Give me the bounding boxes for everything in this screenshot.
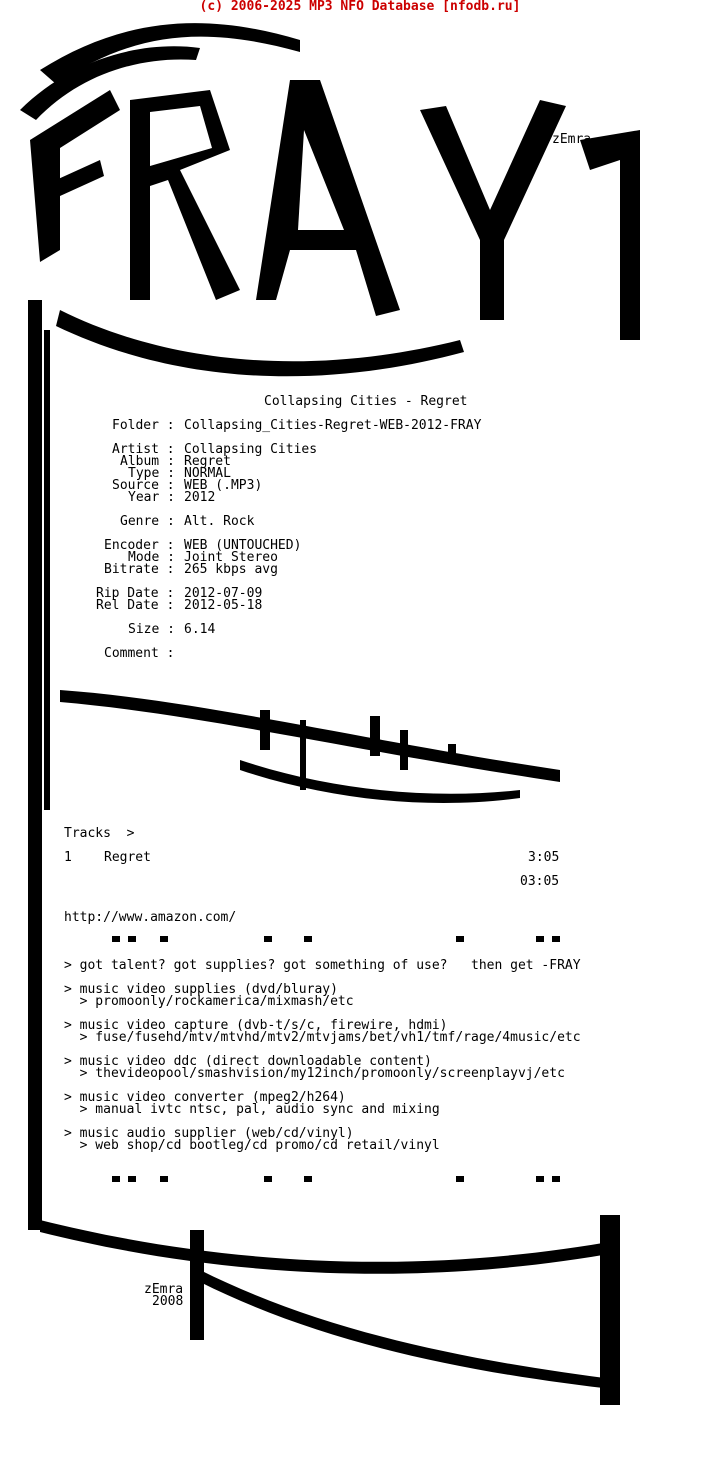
rip-date-value: 2012-07-09: [184, 586, 263, 601]
comment-label: Comment :: [104, 646, 175, 661]
service-line: > music video capture (dvb-t/s/c, firewire, hdmi): [64, 1018, 448, 1033]
folder-label: Folder :: [112, 418, 175, 433]
genre-label: Genre :: [120, 514, 175, 529]
service-subline: > thevideopool/smashvision/my12inch/promoonly/screenplayvj/etc: [64, 1066, 565, 1081]
service-line: > music audio supplier (web/cd/vinyl): [64, 1126, 354, 1141]
artist-value: Collapsing Cities: [184, 442, 318, 457]
service-subline: > promoonly/rockamerica/mixmash/etc: [64, 994, 354, 1009]
year-label: Year :: [128, 490, 175, 505]
bitrate-label: Bitrate :: [104, 562, 175, 577]
tracks-heading: Tracks >: [64, 826, 135, 841]
copyright-banner: (c) 2006-2025 MP3 NFO Database [nfodb.ru]: [199, 0, 521, 14]
track-time: 3:05: [528, 850, 560, 865]
bitrate-value: 265 kbps avg: [184, 562, 278, 577]
service-subline: > manual ivtc ntsc, pal, audio sync and mixing: [64, 1102, 440, 1117]
size-label: Size :: [128, 622, 175, 637]
genre-value: Alt. Rock: [184, 514, 255, 529]
tracks-total-time: 03:05: [520, 874, 560, 889]
rel-date-value: 2012-05-18: [184, 598, 263, 613]
rip-date-label: Rip Date :: [96, 586, 175, 601]
album-label: Album :: [120, 454, 175, 469]
album-value: Regret: [184, 454, 231, 469]
encoder-value: WEB (UNTOUCHED): [184, 538, 302, 553]
rel-date-label: Rel Date :: [96, 598, 175, 613]
footer-year: 2008: [152, 1294, 184, 1309]
type-label: Type :: [128, 466, 175, 481]
service-subline: > web shop/cd bootleg/cd promo/cd retail/vinyl: [64, 1138, 440, 1153]
encoder-label: Encoder :: [104, 538, 175, 553]
source-label: Source :: [112, 478, 175, 493]
track-number: 1: [64, 850, 72, 865]
service-line: > music video supplies (dvd/bluray): [64, 982, 338, 997]
year-value: 2012: [184, 490, 216, 505]
release-title: Collapsing Cities - Regret: [264, 394, 468, 409]
footer-credit: zEmra: [144, 1282, 184, 1297]
artist-label: Artist :: [112, 442, 175, 457]
folder-value: Collapsing_Cities-Regret-WEB-2012-FRAY: [184, 418, 482, 433]
store-url[interactable]: http://www.amazon.com/: [64, 910, 237, 925]
track-title: Regret: [104, 850, 151, 865]
mode-label: Mode :: [128, 550, 175, 565]
size-value: 6.14: [184, 622, 216, 637]
source-value: WEB (.MP3): [184, 478, 263, 493]
service-line: > music video converter (mpeg2/h264): [64, 1090, 346, 1105]
service-subline: > fuse/fusehd/mtv/mtvhd/mtv2/mtvjams/bet/vh1/tmf/rage/4music/etc: [64, 1030, 581, 1045]
logo-credit: zEmra: [552, 132, 592, 147]
service-line: > music video ddc (direct downloadable content): [64, 1054, 432, 1069]
mode-value: Joint Stereo: [184, 550, 278, 565]
service-line: > got talent? got supplies? got something of use? then get -FRAY: [64, 958, 581, 973]
type-value: NORMAL: [184, 466, 231, 481]
